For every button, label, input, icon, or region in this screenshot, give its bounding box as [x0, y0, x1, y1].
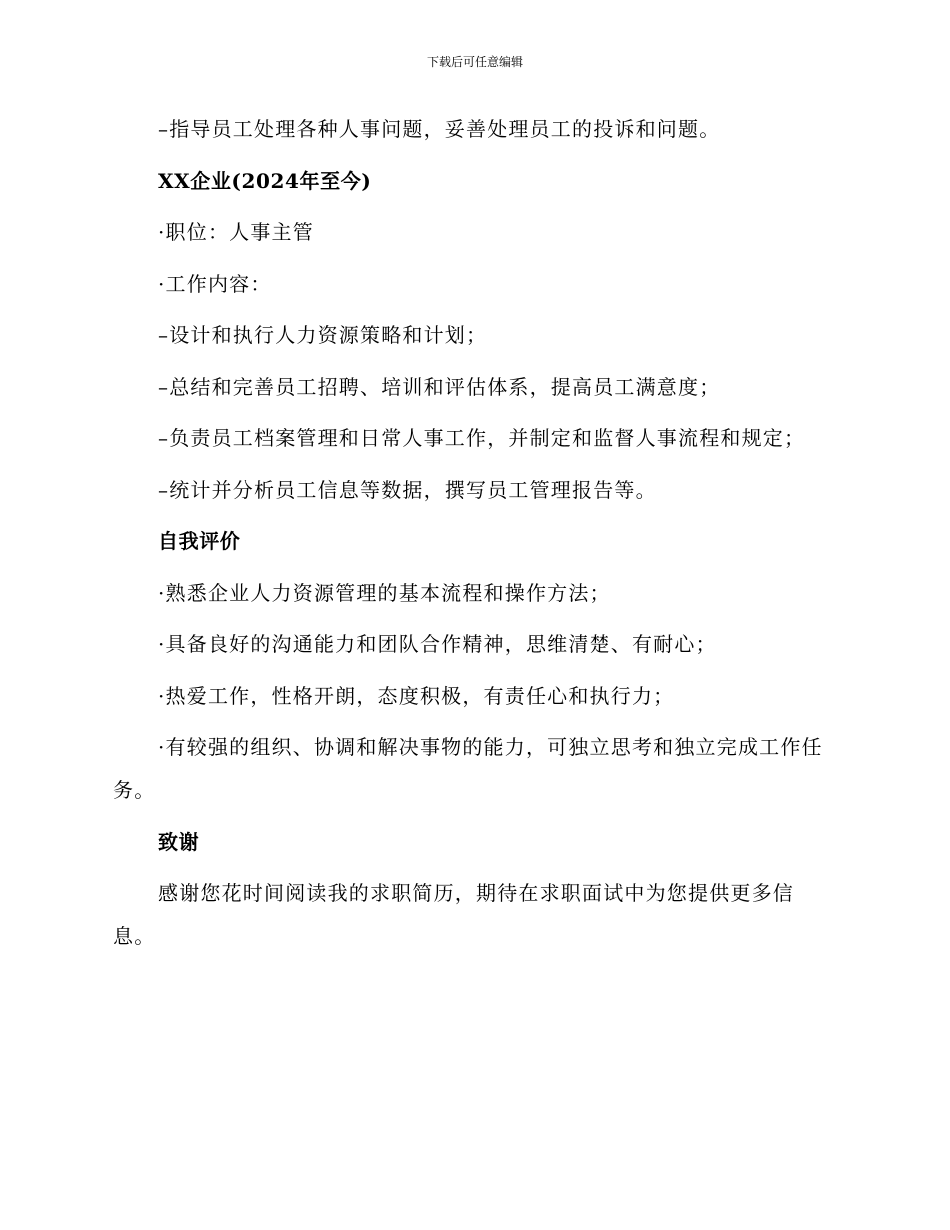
paragraph-eval-attitude: ·热爱工作，性格开朗，态度积极，有责任心和执行力；: [158, 683, 675, 708]
paragraph-duty-strategy: –设计和执行人力资源策略和计划；: [158, 323, 488, 347]
section-heading-company: XX企业(2024年至今): [158, 168, 372, 193]
paragraph-position: ·职位：人事主管: [158, 220, 314, 244]
paragraph-duty-recruiting: –总结和完善员工招聘、培训和评估体系，提高员工满意度；: [158, 374, 721, 399]
paragraph-eval-process: ·熟悉企业人力资源管理的基本流程和操作方法；: [158, 580, 611, 605]
paragraph-job-content: ·工作内容：: [158, 271, 272, 296]
section-heading-thanks: 致谢: [158, 829, 200, 854]
paragraph-eval-communication: ·具备良好的沟通能力和团队合作精神，思维清楚、有耐心；: [158, 632, 717, 656]
paragraph-duty-reports: –统计并分析员工信息等数据，撰写员工管理报告等。: [158, 477, 657, 502]
paragraph-thanks: 感谢您花时间阅读我的求职简历，期待在求职面试中为您提供更多信息。: [113, 881, 794, 948]
paragraph-eval-organization: ·有较强的组织、协调和解决事物的能力，可独立思考和独立完成工作任务。: [113, 735, 823, 802]
page-header: 下载后可任意编辑: [426, 55, 523, 69]
paragraph-duty-records: –负责员工档案管理和日常人事工作，并制定和监督人事流程和规定；: [158, 426, 806, 450]
paragraph-handle-issues: –指导员工处理各种人事问题，妥善处理员工的投诉和问题。: [158, 117, 721, 141]
section-heading-self-evaluation: 自我评价: [158, 529, 241, 553]
document-body: [113, 108, 829, 967]
